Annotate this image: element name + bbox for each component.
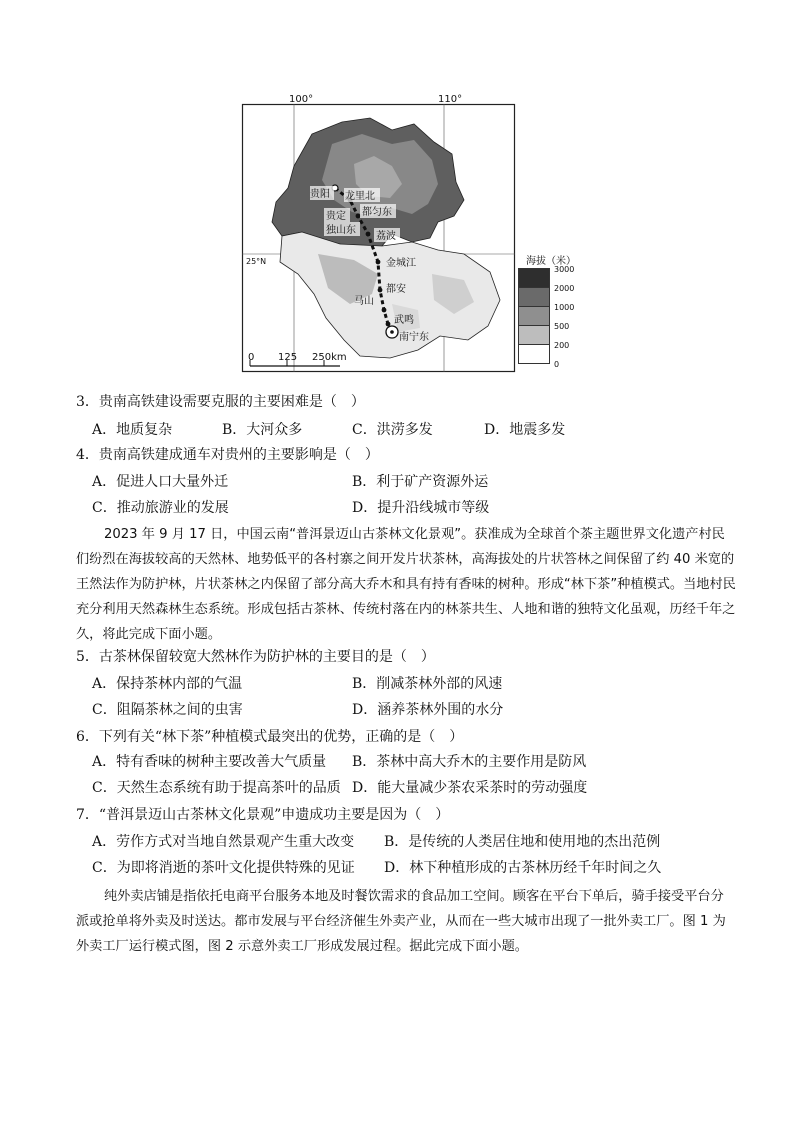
station-guiding: 贵定 bbox=[326, 211, 346, 222]
passage-takeout-text: 纯外卖店铺是指依托电商平台服务本地及时餐饮需求的食品加工空间。顾客在平台下单后，骑手接受平台分派或抢单将外卖及时送达。都市发展与平台经济催生外卖产业，从而在一些大城市出现了一批外卖工厂。图 1 为外卖工厂运行模式图，图 2 示意外卖工厂形成发展过程。据此完成下面小题。 bbox=[76, 889, 726, 954]
q7-option-b: B．是传统的人类居住地和使用地的杰出范例 bbox=[384, 834, 661, 850]
lon-label-110: 110° bbox=[438, 94, 463, 105]
legend-title: 海拔（米） bbox=[526, 256, 576, 267]
legend-level-1000: 1000 bbox=[554, 303, 575, 312]
q3-option-a: A．地质复杂 bbox=[92, 422, 173, 438]
railway-map bbox=[242, 94, 515, 372]
scale-label-0: 0 bbox=[248, 352, 255, 363]
passage-tea-text: 2023 年 9 月 17 日，中国云南“普洱景迈山古茶林文化景观”。获准成为全球首个茶主题世界文化遗产村民们纷烈在海拔较高的天然林、地势低平的各村寨之间开发片状茶林，高海拔处的片状答林之间保留了约 40 米宽的王然法作为防护林，片状茶林之内保留了部分高大乔木和具有持有香味的树种。形成“林下茶”种植模式。当地村民充分利用天然森林生态系统。形成包括古茶林、传统村落在内的林茶共生、人地和谐的独特文化虽观，历经千年之久，将此完成下面小题。 bbox=[76, 527, 736, 642]
legend-level-3000: 3000 bbox=[554, 265, 575, 274]
q7-option-c: C．为即将消逝的茶叶文化提供特殊的见证 bbox=[92, 860, 355, 876]
q4-option-a: A．促进人口大量外迁 bbox=[92, 474, 229, 490]
legend-level-500: 500 bbox=[554, 322, 570, 331]
station-libo: 荔波 bbox=[376, 231, 396, 242]
station-mashan: 马山 bbox=[354, 296, 374, 307]
station-guiyang: 贵阳 bbox=[310, 189, 330, 200]
legend-swatch-1 bbox=[518, 268, 550, 288]
scale-label-250: 250km bbox=[312, 352, 347, 363]
q5-option-b: B．削减茶林外部的风速 bbox=[352, 676, 503, 692]
scale-label-125: 125 bbox=[278, 352, 298, 363]
station-longlibei: 龙里北 bbox=[345, 191, 375, 202]
station-duan: 都安 bbox=[386, 284, 406, 295]
passage-takeout bbox=[76, 884, 736, 959]
q4-option-d: D．提升沿线城市等级 bbox=[352, 500, 490, 516]
q3-option-c: C．洪涝多发 bbox=[352, 422, 433, 438]
q3-option-d: D．地震多发 bbox=[484, 422, 566, 438]
q5-option-c: C．阻隔茶林之间的虫害 bbox=[92, 702, 243, 718]
station-nanningdong: 南宁东 bbox=[399, 332, 429, 343]
q4-option-c: C．推动旅游业的发展 bbox=[92, 500, 229, 516]
q6-option-a: A．特有香味的树种主要改善大气质量 bbox=[92, 754, 327, 770]
legend-level-2000: 2000 bbox=[554, 284, 575, 293]
station-dushandong: 独山东 bbox=[326, 225, 356, 236]
legend-level-0: 0 bbox=[554, 360, 560, 369]
q7-stem: 7．“普洱景迈山古茶林文化景观”申遗成功主要是因为（ ） bbox=[76, 807, 450, 823]
q6-option-c: C．天然生态系统有助于提高茶叶的品质 bbox=[92, 780, 341, 796]
q6-option-d: D．能大量减少茶农采茶时的劳动强度 bbox=[352, 780, 588, 796]
q6-stem: 6．下列有关“林下茶”种植模式最突出的优势，正确的是（ ） bbox=[76, 729, 464, 745]
legend-swatch-2 bbox=[518, 287, 550, 307]
q5-stem: 5．古茶林保留较宽大然林作为防护林的主要目的是（ ） bbox=[76, 649, 435, 665]
station-jinchengjiang: 金城江 bbox=[386, 258, 416, 269]
q6-option-b: B．茶林中高大乔木的主要作用是防风 bbox=[352, 754, 587, 770]
lon-label-100: 100° bbox=[289, 94, 314, 105]
q5-option-d: D．涵养茶林外围的水分 bbox=[352, 702, 504, 718]
q7-option-a: A．劳作方式对当地自然景观产生重大改变 bbox=[92, 834, 355, 850]
q3-stem: 3．贵南高铁建设需要克服的主要困难是（ ） bbox=[76, 394, 365, 410]
q4-option-b: B．利于矿产资源外运 bbox=[352, 474, 489, 490]
legend-swatch-4 bbox=[518, 325, 550, 345]
station-duyundong: 都匀东 bbox=[362, 207, 392, 218]
legend-swatch-5 bbox=[518, 344, 550, 364]
q5-option-a: A．保持茶林内部的气温 bbox=[92, 676, 243, 692]
elevation-legend bbox=[518, 252, 588, 372]
lat-label: 25°N bbox=[246, 257, 267, 266]
passage-tea bbox=[76, 522, 736, 647]
q3-option-b: B．大河众多 bbox=[222, 422, 303, 438]
q7-option-d: D．林下种植形成的古茶林历经千年时间之久 bbox=[384, 860, 662, 876]
q4-stem: 4．贵南高铁建成通车对贵州的主要影响是（ ） bbox=[76, 447, 379, 463]
legend-swatch-3 bbox=[518, 306, 550, 326]
legend-level-200: 200 bbox=[554, 341, 570, 350]
station-wuming: 武鸣 bbox=[394, 315, 414, 326]
